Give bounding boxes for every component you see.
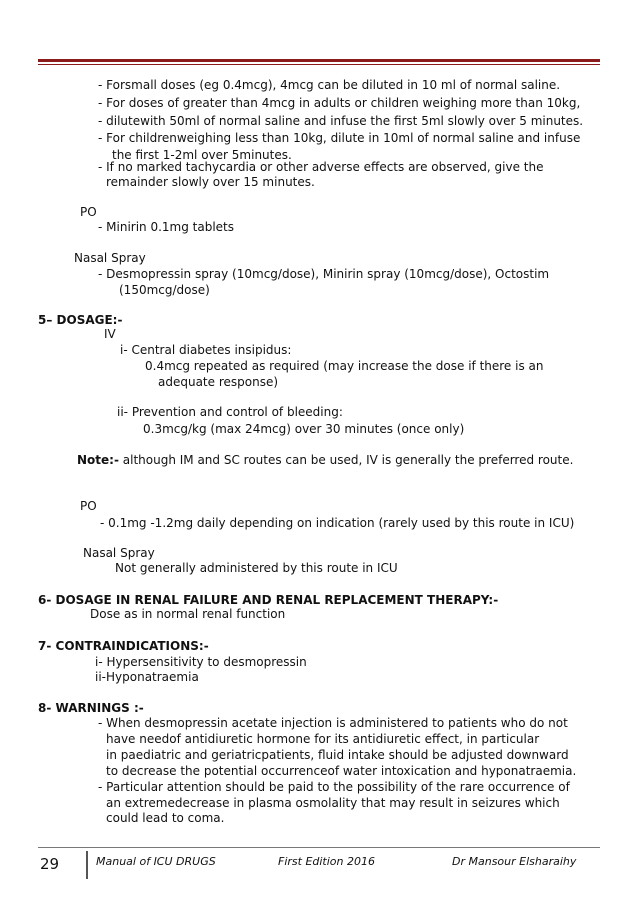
iv-dilution-line: - dilutewith 50ml of normal saline and infuse the first 5ml slowly over 5 minutes. — [98, 114, 584, 128]
nasal-spray-heading: Nasal Spray — [74, 251, 146, 265]
iv-dilution-line: - If no marked tachycardia or other adverse effects are observed, give the — [98, 160, 544, 174]
section-text: Dose as in normal renal function — [90, 607, 286, 621]
section-heading: 7- CONTRAINDICATIONS:- — [38, 639, 209, 653]
po-dose: - 0.1mg -1.2mg daily depending on indication (rarely used by this route in ICU) — [100, 516, 575, 530]
author-name: Dr Mansour Elsharaihy — [452, 855, 577, 868]
note-label: Note:- — [77, 453, 119, 467]
page-number: 29 — [40, 855, 60, 873]
section-heading: 8- WARNINGS :- — [38, 701, 144, 715]
route-heading: IV — [104, 327, 116, 341]
dose-text: adequate response) — [158, 375, 279, 389]
footer-rule — [38, 847, 600, 848]
section-heading: 6- DOSAGE IN RENAL FAILURE AND RENAL REPLACEMENT THERAPY:- — [38, 593, 499, 607]
iv-dilution-line: the first 1-2ml over 5minutes. — [112, 148, 292, 162]
note-text: although IM and SC routes can be used, IV is generally the preferred route. — [118, 453, 574, 467]
iv-dilution-line: - For childrenweighing less than 10kg, dilute in 10ml of normal saline and infuse — [98, 131, 581, 145]
po-heading: PO — [80, 205, 97, 219]
iv-dilution-line: remainder slowly over 15 minutes. — [106, 175, 315, 189]
warning-line: have needof antidiuretic hormone for its antidiuretic effect, in particular — [106, 732, 540, 746]
dose-text: 0.3mcg/kg (max 24mcg) over 30 minutes (once only) — [143, 422, 465, 436]
contraindication-item: i- Hypersensitivity to desmopressin — [95, 655, 307, 669]
warning-line: in paediatric and geriatricpatients, fluid intake should be adjusted downward — [106, 748, 569, 762]
warning-line: an extremedecrease in plasma osmolality that may result in seizures which — [106, 796, 560, 810]
iv-dilution-line: - Forsmall doses (eg 0.4mcg), 4mcg can be diluted in 10 ml of normal saline. — [98, 78, 561, 92]
book-title: Manual of ICU DRUGS — [96, 855, 216, 868]
iv-dilution-line: - For doses of greater than 4mcg in adults or children weighing more than 10kg, — [98, 96, 581, 110]
indication-heading: i- Central diabetes insipidus: — [120, 343, 292, 357]
nasal-spray-dose: Not generally administered by this route in ICU — [115, 561, 398, 575]
edition-text: First Edition 2016 — [278, 855, 375, 868]
dose-text: 0.4mcg repeated as required (may increase the dose if there is an — [145, 359, 544, 373]
header-rule — [38, 59, 600, 62]
po-heading: PO — [80, 499, 97, 513]
warning-line: could lead to coma. — [106, 811, 225, 825]
warning-line: to decrease the potential occurrenceof water intoxication and hyponatraemia. — [106, 764, 577, 778]
nasal-spray-item: (150mcg/dose) — [119, 283, 210, 297]
footer-separator — [86, 851, 88, 879]
contraindication-item: ii-Hyponatraemia — [95, 670, 199, 684]
nasal-spray-item: - Desmopressin spray (10mcg/dose), Minirin spray (10mcg/dose), Octostim — [98, 267, 550, 281]
warning-line: - Particular attention should be paid to the possibility of the rare occurrence of — [98, 780, 570, 794]
po-item: - Minirin 0.1mg tablets — [98, 220, 235, 234]
warning-line: - When desmopressin acetate injection is administered to patients who do not — [98, 716, 568, 730]
header-rule-thin — [38, 64, 600, 65]
nasal-spray-heading: Nasal Spray — [83, 546, 155, 560]
indication-heading: ii- Prevention and control of bleeding: — [117, 405, 343, 419]
section-heading: 5– DOSAGE:- — [38, 313, 123, 327]
note-line — [77, 453, 573, 468]
